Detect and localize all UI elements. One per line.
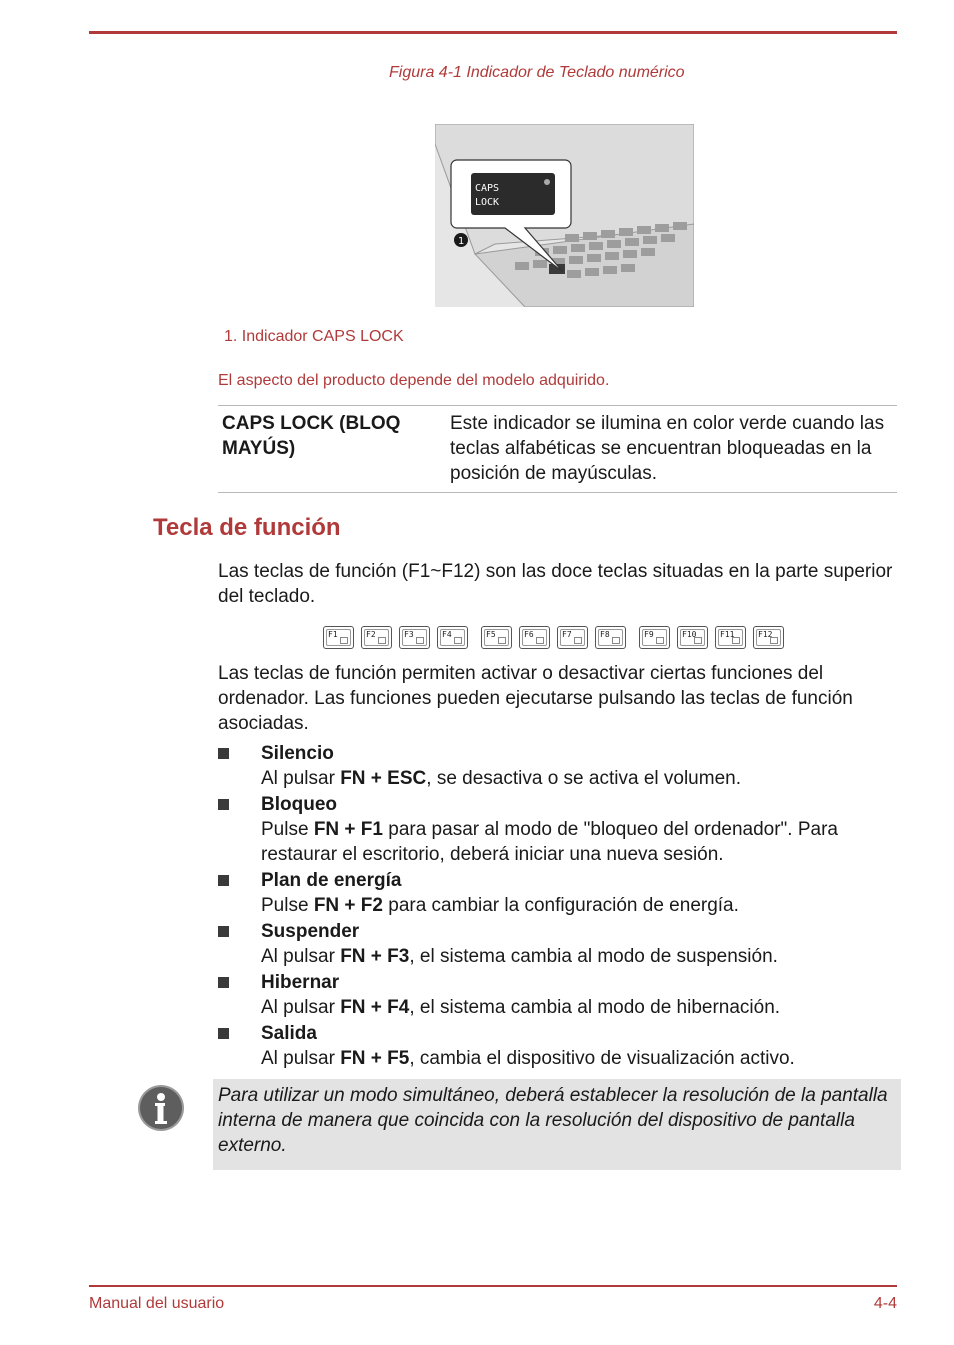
- info-icon: [136, 1083, 186, 1133]
- footer-title: Manual del usuario: [89, 1295, 225, 1312]
- bullet-square-icon: [218, 926, 229, 937]
- function-list: [218, 741, 897, 1072]
- key-f1: F1: [323, 626, 354, 649]
- callout-text-lock: LOCK: [475, 197, 500, 208]
- list-item: Salida Al pulsar FN + F5, cambia el dispositivo de visualización activo.: [218, 1021, 897, 1071]
- header-rule: [89, 31, 897, 34]
- body-paragraph: Las teclas de función permiten activar o desactivar ciertas funciones del ordenador. Las funciones pueden ejecutarse pulsando las teclas de función asociadas.: [218, 663, 853, 734]
- product-note: El aspecto del producto depende del modelo adquirido.: [218, 372, 610, 389]
- table-row: [218, 406, 897, 492]
- key-f10: F10: [677, 626, 708, 649]
- item-title: Hibernar: [261, 972, 340, 993]
- key-f8: F8: [595, 626, 626, 649]
- key-f2: F2: [361, 626, 392, 649]
- list-item: Suspender Al pulsar FN + F3, el sistema cambia al modo de suspensión.: [218, 919, 897, 969]
- figure-marker: 1: [458, 236, 465, 247]
- bullet-square-icon: [218, 875, 229, 886]
- figure-caption: Figura 4-1 Indicador de Teclado numérico: [389, 64, 685, 81]
- key-f5: F5: [481, 626, 512, 649]
- page-number: 4-4: [873, 1295, 897, 1312]
- callout-text-caps: CAPS: [475, 183, 500, 194]
- key-f7: F7: [557, 626, 588, 649]
- list-item: Plan de energía Pulse FN + F2 para cambiar la configuración de energía.: [218, 868, 897, 918]
- list-item: Hibernar Al pulsar FN + F4, el sistema cambia al modo de hibernación.: [218, 970, 897, 1020]
- figure-legend: 1. Indicador CAPS LOCK: [224, 328, 404, 345]
- intro-paragraph: Las teclas de función (F1~F12) son las doce teclas situadas en la parte superior del teclado.: [218, 561, 893, 607]
- key-f9: F9: [639, 626, 670, 649]
- item-title: Silencio: [261, 743, 334, 764]
- item-title: Suspender: [261, 921, 360, 942]
- bullet-square-icon: [218, 799, 229, 810]
- key-f6: F6: [519, 626, 550, 649]
- list-item: Bloqueo Pulse FN + F1 para pasar al modo de "bloqueo del ordenador". Para restaurar el escritorio, deberá iniciar una nueva sesión.: [218, 792, 897, 867]
- key-f3: F3: [399, 626, 430, 649]
- section-title: Tecla de función: [153, 514, 341, 541]
- key-f11: F11: [715, 626, 746, 649]
- indicator-table: [218, 405, 897, 493]
- bullet-square-icon: [218, 1028, 229, 1039]
- key-f12: F12: [753, 626, 784, 649]
- item-title: Plan de energía: [261, 870, 402, 891]
- note-text: Para utilizar un modo simultáneo, deberá establecer la resolución de la pantalla interna de manera que coincida con la resolución del dispositivo de pantalla externo.: [218, 1085, 888, 1156]
- footer-rule: [89, 1285, 897, 1287]
- bullet-square-icon: [218, 748, 229, 759]
- item-title: Bloqueo: [261, 794, 337, 815]
- table-term: CAPS LOCK (BLOQ MAYÚS): [222, 413, 401, 459]
- item-title: Salida: [261, 1023, 317, 1044]
- caps-lock-illustration: [435, 124, 694, 307]
- bullet-square-icon: [218, 977, 229, 988]
- note-box: [213, 1079, 901, 1170]
- function-keys-row: [323, 626, 791, 649]
- list-item: Silencio Al pulsar FN + ESC, se desactiva o se activa el volumen.: [218, 741, 897, 791]
- key-f4: F4: [437, 626, 468, 649]
- table-description: Este indicador se ilumina en color verde cuando las teclas alfabéticas se encuentran bloqueadas en la posición de mayúsculas.: [450, 413, 885, 484]
